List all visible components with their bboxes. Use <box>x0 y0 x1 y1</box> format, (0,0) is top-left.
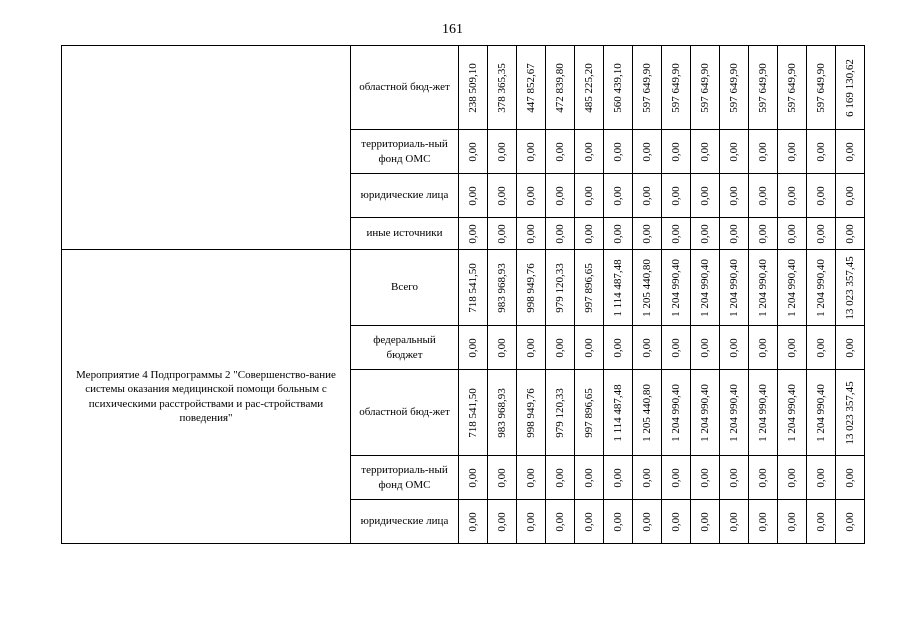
value-text: 0,00 <box>553 337 566 358</box>
page-number: 161 <box>442 22 463 37</box>
value-cell <box>720 174 749 218</box>
value-text: 1 204 990,40 <box>698 258 711 317</box>
funding-source-cell: юридические лица <box>351 174 459 218</box>
value-text: 0,00 <box>669 223 682 244</box>
value-text: 998 949,76 <box>524 387 537 438</box>
value-cell <box>517 250 546 326</box>
value-cell <box>807 250 836 326</box>
value-text: 0,00 <box>495 141 508 162</box>
value-cell <box>662 370 691 456</box>
value-text: 0,00 <box>785 223 798 244</box>
value-cell <box>575 456 604 500</box>
value-cell <box>575 250 604 326</box>
value-text: 0,00 <box>611 185 624 206</box>
value-cell <box>836 130 865 174</box>
value-cell <box>691 250 720 326</box>
funding-source-cell: иные источники <box>351 218 459 250</box>
value-cell <box>749 250 778 326</box>
value-text: 0,00 <box>582 511 595 532</box>
value-cell <box>488 500 517 544</box>
value-cell <box>459 130 488 174</box>
value-text: 718 541,50 <box>466 387 479 438</box>
value-cell <box>778 46 807 130</box>
value-cell <box>517 326 546 370</box>
value-cell <box>749 456 778 500</box>
value-cell <box>546 456 575 500</box>
value-cell <box>633 46 662 130</box>
value-cell <box>691 174 720 218</box>
funding-source-cell: территориаль-ный фонд ОМС <box>351 130 459 174</box>
value-text: 0,00 <box>466 511 479 532</box>
value-text: 0,00 <box>553 223 566 244</box>
value-text: 1 114 487,48 <box>611 258 624 317</box>
value-text: 560 439,10 <box>611 62 624 113</box>
value-text: 238 509,10 <box>466 62 479 113</box>
value-cell <box>633 218 662 250</box>
value-text: 0,00 <box>524 185 537 206</box>
value-text: 597 649,90 <box>756 62 769 113</box>
value-text: 0,00 <box>553 467 566 488</box>
value-cell <box>459 370 488 456</box>
value-text: 979 120,33 <box>553 387 566 438</box>
value-cell <box>749 46 778 130</box>
value-cell <box>517 500 546 544</box>
value-text: 0,00 <box>582 185 595 206</box>
value-text: 1 204 990,40 <box>727 258 740 317</box>
value-cell <box>488 174 517 218</box>
value-cell <box>749 130 778 174</box>
value-cell <box>836 500 865 544</box>
value-text: 0,00 <box>698 185 711 206</box>
value-cell <box>836 326 865 370</box>
value-text: 0,00 <box>756 141 769 162</box>
value-text: 0,00 <box>843 511 856 532</box>
value-cell <box>633 500 662 544</box>
value-cell <box>546 130 575 174</box>
value-text: 0,00 <box>466 467 479 488</box>
value-text: 0,00 <box>727 511 740 532</box>
value-text: 0,00 <box>669 337 682 358</box>
value-cell <box>691 218 720 250</box>
value-cell <box>778 456 807 500</box>
value-cell <box>604 456 633 500</box>
value-cell <box>749 218 778 250</box>
value-text: 983 968,93 <box>495 262 508 313</box>
value-cell <box>459 456 488 500</box>
value-text: 0,00 <box>640 223 653 244</box>
value-text: 0,00 <box>640 511 653 532</box>
value-text: 0,00 <box>524 511 537 532</box>
value-text: 1 205 440,80 <box>640 258 653 317</box>
value-cell <box>575 326 604 370</box>
value-cell <box>749 500 778 544</box>
value-cell <box>633 370 662 456</box>
value-cell <box>517 174 546 218</box>
value-text: 0,00 <box>640 467 653 488</box>
value-text: 597 649,90 <box>669 62 682 113</box>
value-text: 1 204 990,40 <box>698 383 711 442</box>
value-cell <box>807 370 836 456</box>
value-cell <box>807 130 836 174</box>
value-cell <box>662 500 691 544</box>
funding-source-cell: областной бюд-жет <box>351 46 459 130</box>
value-cell <box>720 456 749 500</box>
value-cell <box>662 326 691 370</box>
value-text: 0,00 <box>843 141 856 162</box>
value-cell <box>488 46 517 130</box>
value-text: 0,00 <box>495 511 508 532</box>
value-cell <box>488 456 517 500</box>
value-text: 0,00 <box>727 141 740 162</box>
value-text: 1 204 990,40 <box>669 258 682 317</box>
value-cell <box>604 218 633 250</box>
value-cell <box>633 250 662 326</box>
value-text: 1 204 990,40 <box>785 258 798 317</box>
value-cell <box>575 130 604 174</box>
value-cell <box>575 370 604 456</box>
value-text: 0,00 <box>582 141 595 162</box>
value-cell <box>836 218 865 250</box>
funding-source-cell: территориаль-ный фонд ОМС <box>351 456 459 500</box>
value-cell <box>691 46 720 130</box>
value-cell <box>662 130 691 174</box>
value-text: 1 204 990,40 <box>814 258 827 317</box>
value-cell <box>807 218 836 250</box>
value-text: 0,00 <box>756 467 769 488</box>
value-text: 0,00 <box>553 511 566 532</box>
value-cell <box>517 218 546 250</box>
value-text: 0,00 <box>814 337 827 358</box>
value-cell <box>720 218 749 250</box>
value-cell <box>517 130 546 174</box>
value-cell <box>546 500 575 544</box>
value-cell <box>691 130 720 174</box>
funding-source-cell: Всего <box>351 250 459 326</box>
value-text: 0,00 <box>582 337 595 358</box>
value-cell <box>836 370 865 456</box>
value-cell <box>604 500 633 544</box>
value-cell <box>633 326 662 370</box>
value-cell <box>546 250 575 326</box>
value-cell <box>691 500 720 544</box>
value-text: 0,00 <box>466 223 479 244</box>
value-text: 0,00 <box>698 467 711 488</box>
value-text: 0,00 <box>611 467 624 488</box>
value-cell <box>604 370 633 456</box>
value-cell <box>546 218 575 250</box>
value-text: 0,00 <box>785 185 798 206</box>
value-cell <box>517 456 546 500</box>
value-text: 0,00 <box>669 185 682 206</box>
value-text: 0,00 <box>611 223 624 244</box>
value-text: 0,00 <box>814 223 827 244</box>
value-cell <box>778 326 807 370</box>
value-cell <box>720 46 749 130</box>
value-text: 0,00 <box>553 185 566 206</box>
value-text: 718 541,50 <box>466 262 479 313</box>
value-text: 0,00 <box>640 337 653 358</box>
value-text: 0,00 <box>524 337 537 358</box>
value-cell <box>807 500 836 544</box>
value-cell <box>720 130 749 174</box>
value-cell <box>836 456 865 500</box>
value-cell <box>662 174 691 218</box>
event-name-cell: Мероприятие 4 Подпрограммы 2 "Совершенство-вание системы оказания медицинской помощи больным с психическими расстройствами и рас-стройствами поведения" <box>62 250 351 544</box>
value-cell <box>459 500 488 544</box>
value-cell <box>546 46 575 130</box>
value-cell <box>778 250 807 326</box>
value-cell <box>662 456 691 500</box>
value-text: 0,00 <box>785 141 798 162</box>
value-text: 0,00 <box>843 467 856 488</box>
value-text: 997 896,65 <box>582 387 595 438</box>
value-text: 0,00 <box>524 141 537 162</box>
value-cell <box>488 326 517 370</box>
value-text: 0,00 <box>611 511 624 532</box>
value-text: 0,00 <box>669 511 682 532</box>
value-cell <box>749 326 778 370</box>
value-cell <box>633 456 662 500</box>
value-text: 0,00 <box>698 337 711 358</box>
value-cell <box>459 250 488 326</box>
value-text: 0,00 <box>466 185 479 206</box>
value-cell <box>836 174 865 218</box>
value-cell <box>488 218 517 250</box>
value-text: 0,00 <box>611 141 624 162</box>
value-text: 0,00 <box>814 467 827 488</box>
value-text: 597 649,90 <box>785 62 798 113</box>
value-cell <box>546 174 575 218</box>
value-cell <box>807 456 836 500</box>
value-text: 0,00 <box>843 337 856 358</box>
value-cell <box>720 370 749 456</box>
value-cell <box>778 500 807 544</box>
value-text: 0,00 <box>524 467 537 488</box>
value-cell <box>691 370 720 456</box>
value-text: 0,00 <box>582 467 595 488</box>
value-text: 997 896,65 <box>582 262 595 313</box>
value-text: 0,00 <box>495 337 508 358</box>
value-cell <box>488 250 517 326</box>
value-cell <box>459 46 488 130</box>
value-text: 0,00 <box>611 337 624 358</box>
value-cell <box>604 46 633 130</box>
value-text: 0,00 <box>495 185 508 206</box>
value-text: 0,00 <box>843 185 856 206</box>
value-cell <box>604 326 633 370</box>
value-text: 0,00 <box>727 337 740 358</box>
value-cell <box>546 370 575 456</box>
value-text: 0,00 <box>524 223 537 244</box>
value-text: 0,00 <box>553 141 566 162</box>
value-text: 0,00 <box>640 185 653 206</box>
value-cell <box>807 326 836 370</box>
value-text: 0,00 <box>785 511 798 532</box>
value-text: 983 968,93 <box>495 387 508 438</box>
value-cell <box>778 130 807 174</box>
value-text: 1 204 990,40 <box>756 383 769 442</box>
value-cell <box>778 174 807 218</box>
value-text: 0,00 <box>466 141 479 162</box>
value-text: 1 204 990,40 <box>785 383 798 442</box>
value-text: 0,00 <box>756 185 769 206</box>
value-text: 597 649,90 <box>640 62 653 113</box>
value-text: 6 169 130,62 <box>843 58 856 117</box>
value-text: 1 114 487,48 <box>611 383 624 442</box>
value-cell <box>633 130 662 174</box>
value-cell <box>836 250 865 326</box>
value-text: 0,00 <box>727 223 740 244</box>
value-text: 597 649,90 <box>727 62 740 113</box>
value-cell <box>778 218 807 250</box>
value-cell <box>662 250 691 326</box>
value-text: 0,00 <box>756 223 769 244</box>
value-cell <box>807 46 836 130</box>
value-text: 0,00 <box>698 511 711 532</box>
value-cell <box>662 46 691 130</box>
value-text: 0,00 <box>785 337 798 358</box>
value-cell <box>720 500 749 544</box>
value-text: 0,00 <box>495 223 508 244</box>
value-cell <box>459 218 488 250</box>
event-name-cell <box>62 46 351 250</box>
value-cell <box>633 174 662 218</box>
value-text: 472 839,80 <box>553 62 566 113</box>
value-text: 0,00 <box>814 185 827 206</box>
value-cell <box>546 326 575 370</box>
value-text: 0,00 <box>843 223 856 244</box>
value-text: 597 649,90 <box>814 62 827 113</box>
value-text: 0,00 <box>785 467 798 488</box>
value-cell <box>836 46 865 130</box>
table-row <box>62 46 865 130</box>
value-cell <box>575 46 604 130</box>
value-text: 0,00 <box>814 511 827 532</box>
value-cell <box>691 326 720 370</box>
value-text: 13 023 357,45 <box>843 255 856 320</box>
value-cell <box>807 174 836 218</box>
funding-source-cell: областной бюд-жет <box>351 370 459 456</box>
table-row <box>62 250 865 326</box>
value-text: 597 649,90 <box>698 62 711 113</box>
value-text: 378 365,35 <box>495 62 508 113</box>
value-text: 0,00 <box>814 141 827 162</box>
funding-source-cell: федеральный бюджет <box>351 326 459 370</box>
value-cell <box>662 218 691 250</box>
value-text: 0,00 <box>669 467 682 488</box>
value-cell <box>778 370 807 456</box>
value-cell <box>749 174 778 218</box>
value-cell <box>488 130 517 174</box>
value-text: 0,00 <box>582 223 595 244</box>
value-text: 0,00 <box>466 337 479 358</box>
value-text: 447 852,67 <box>524 62 537 113</box>
value-text: 979 120,33 <box>553 262 566 313</box>
value-cell <box>575 218 604 250</box>
value-text: 485 225,20 <box>582 62 595 113</box>
value-text: 0,00 <box>727 185 740 206</box>
value-cell <box>720 326 749 370</box>
value-text: 0,00 <box>756 511 769 532</box>
budget-table <box>61 45 865 544</box>
value-cell <box>604 130 633 174</box>
value-cell <box>720 250 749 326</box>
value-cell <box>749 370 778 456</box>
value-cell <box>691 456 720 500</box>
value-text: 0,00 <box>756 337 769 358</box>
value-cell <box>575 174 604 218</box>
value-text: 1 205 440,80 <box>640 383 653 442</box>
value-text: 1 204 990,40 <box>814 383 827 442</box>
value-cell <box>459 174 488 218</box>
value-text: 0,00 <box>698 141 711 162</box>
value-text: 0,00 <box>640 141 653 162</box>
value-text: 0,00 <box>727 467 740 488</box>
value-cell <box>517 46 546 130</box>
value-text: 998 949,76 <box>524 262 537 313</box>
value-cell <box>604 174 633 218</box>
value-text: 0,00 <box>669 141 682 162</box>
value-cell <box>604 250 633 326</box>
value-cell <box>517 370 546 456</box>
value-text: 0,00 <box>495 467 508 488</box>
value-text: 1 204 990,40 <box>756 258 769 317</box>
value-cell <box>488 370 517 456</box>
value-cell <box>459 326 488 370</box>
value-text: 13 023 357,45 <box>843 380 856 445</box>
funding-source-cell: юридические лица <box>351 500 459 544</box>
value-text: 0,00 <box>698 223 711 244</box>
value-text: 1 204 990,40 <box>669 383 682 442</box>
value-text: 1 204 990,40 <box>727 383 740 442</box>
value-cell <box>575 500 604 544</box>
